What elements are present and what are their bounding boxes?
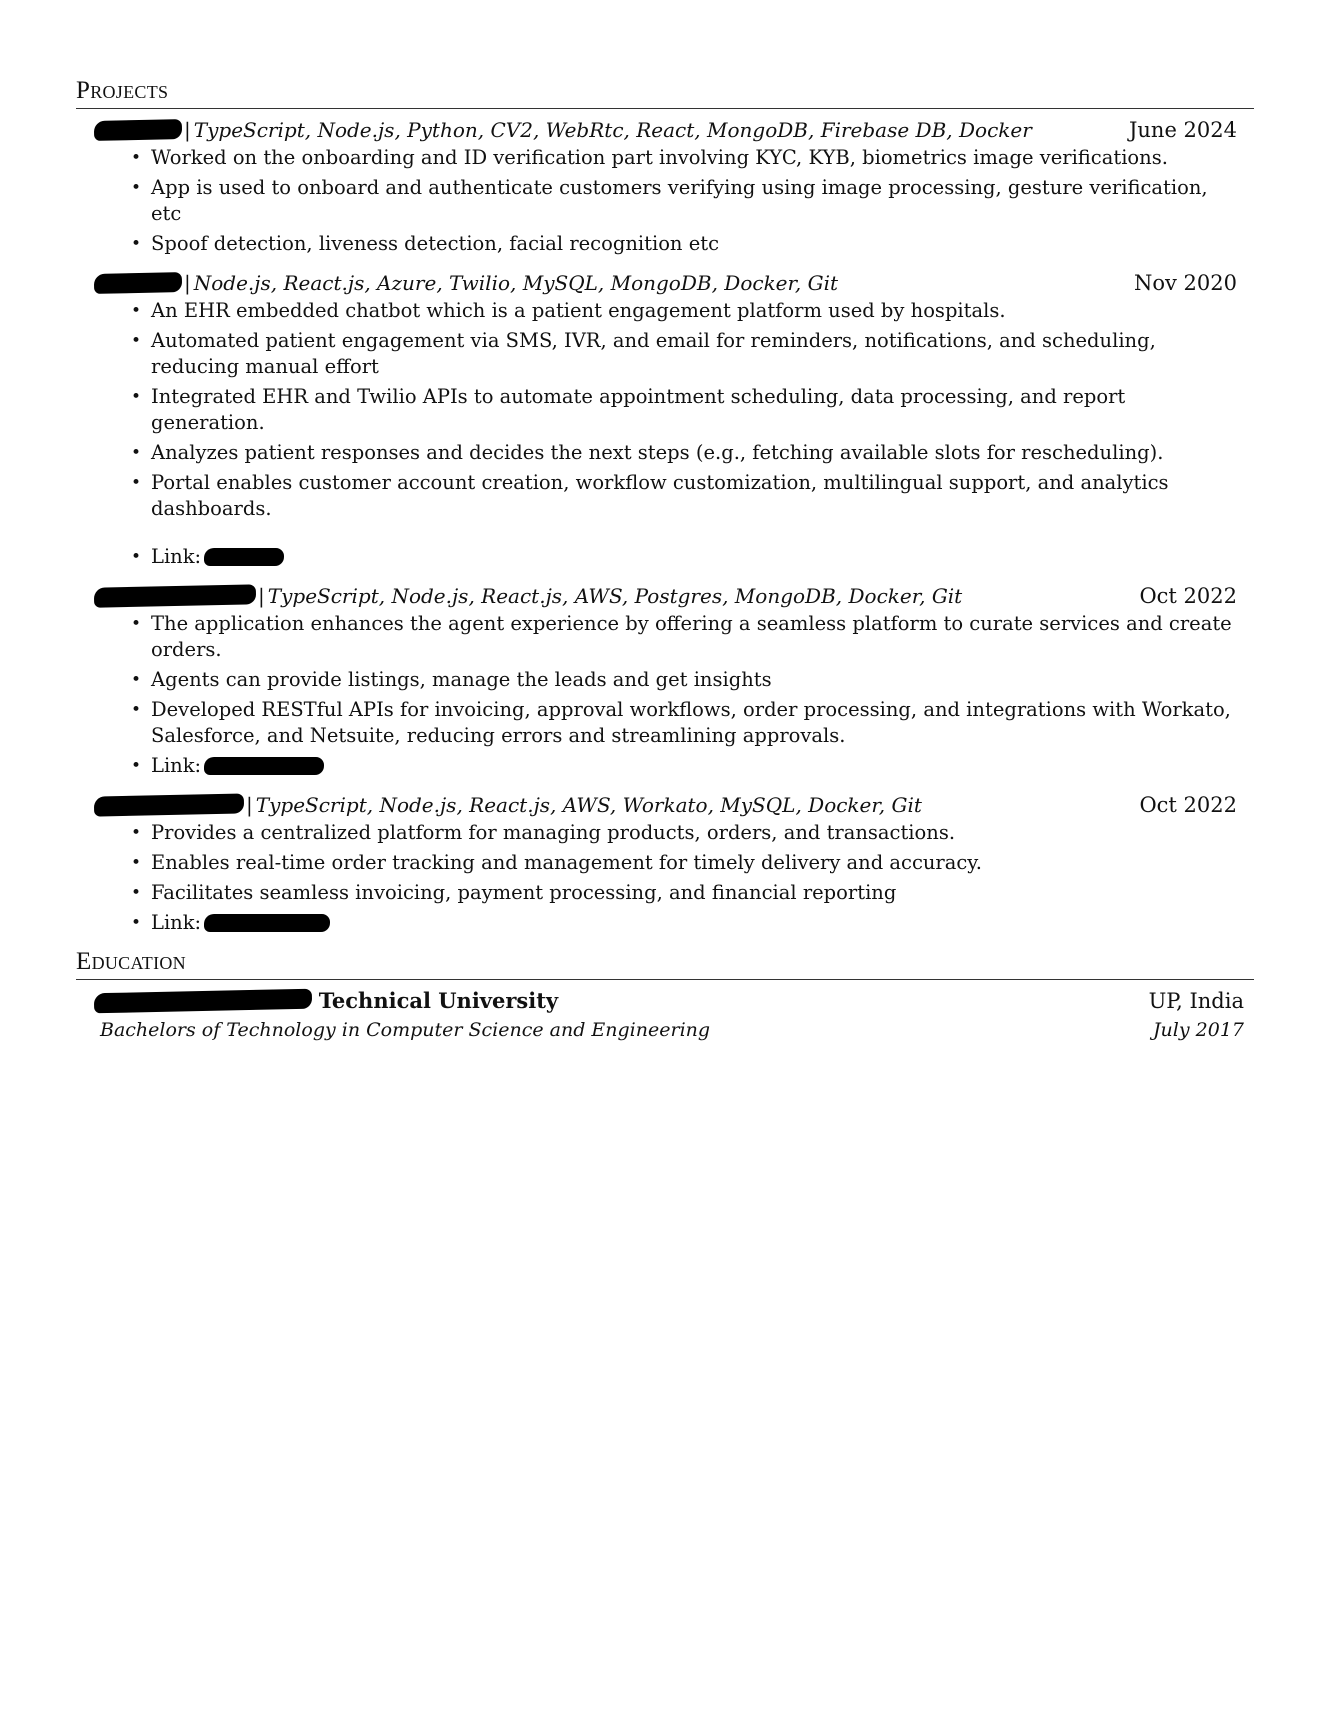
redacted-link[interactable] bbox=[204, 757, 324, 775]
education-entry bbox=[76, 986, 1254, 1016]
list-item: • Worked on the onboarding and ID verification part involving KYC, KYB, biometrics image verifications. bbox=[151, 145, 1254, 171]
list-item: • Integrated EHR and Twilio APIs to automate appointment scheduling, data processing, and report generation. bbox=[151, 384, 1254, 436]
project-header: | Node.js, React.js, Azure, Twilio, MySQL, MongoDB, Docker, Git Nov 2020 bbox=[76, 268, 1254, 298]
project-date: Oct 2022 bbox=[1139, 793, 1237, 817]
list-item: • An EHR embedded chatbot which is a patient engagement platform used by hospitals. bbox=[151, 298, 1254, 324]
project-bullets bbox=[76, 298, 1254, 570]
link-label: Link: bbox=[151, 754, 202, 777]
list-item: • Enables real-time order tracking and management for timely delivery and accuracy. bbox=[151, 850, 1254, 876]
list-item: • Analyzes patient responses and decides the next steps (e.g., fetching available slots for rescheduling). bbox=[151, 440, 1254, 466]
list-item: • Spoof detection, liveness detection, facial recognition etc bbox=[151, 231, 1254, 257]
list-item: • Provides a centralized platform for managing products, orders, and transactions. bbox=[151, 820, 1254, 846]
project-header: | TypeScript, Node.js, Python, CV2, WebRtc, React, MongoDB, Firebase DB, Docker June 2024 bbox=[76, 115, 1254, 145]
project-bullets bbox=[76, 145, 1254, 257]
project-entry bbox=[76, 115, 1254, 257]
projects-section-title: Projects bbox=[76, 76, 1254, 109]
link-label: Link: bbox=[151, 545, 202, 568]
redacted-link[interactable] bbox=[204, 914, 330, 932]
redacted-project-name bbox=[94, 584, 256, 607]
project-date: June 2024 bbox=[1128, 118, 1237, 142]
project-entry bbox=[76, 581, 1254, 779]
project-header: | TypeScript, Node.js, React.js, AWS, Postgres, MongoDB, Docker, Git Oct 2022 bbox=[76, 581, 1254, 611]
project-link-item bbox=[151, 544, 1254, 570]
project-link-item bbox=[151, 910, 1254, 936]
redacted-institution-name bbox=[94, 989, 312, 1014]
project-date: Oct 2022 bbox=[1139, 584, 1237, 608]
list-item: • Facilitates seamless invoicing, payment processing, and financial reporting bbox=[151, 880, 1254, 906]
list-item: • Portal enables customer account creation, workflow customization, multilingual support, and analytics dashboards. bbox=[151, 470, 1254, 522]
project-link-item bbox=[151, 753, 1254, 779]
project-entry bbox=[76, 790, 1254, 936]
link-label: Link: bbox=[151, 911, 202, 934]
list-item: • Automated patient engagement via SMS, IVR, and email for reminders, notifications, and scheduling, reducing manual effort bbox=[151, 328, 1254, 380]
project-tech-stack: TypeScript, Node.js, Python, CV2, WebRtc, React, MongoDB, Firebase DB, Docker bbox=[193, 118, 1032, 142]
list-item: • Agents can provide listings, manage the leads and get insights bbox=[151, 667, 1254, 693]
list-item: • App is used to onboard and authenticate customers verifying using image processing, gesture verification, etc bbox=[151, 175, 1254, 227]
project-bullets bbox=[76, 820, 1254, 936]
list-item: • The application enhances the agent experience by offering a seamless platform to curate services and create orders. bbox=[151, 611, 1254, 663]
project-tech-stack: TypeScript, Node.js, React.js, AWS, Postgres, MongoDB, Docker, Git bbox=[267, 584, 963, 608]
redacted-project-name bbox=[94, 793, 244, 816]
education-section-title: Education bbox=[76, 947, 1254, 980]
project-header: | TypeScript, Node.js, React.js, AWS, Workato, MySQL, Docker, Git Oct 2022 bbox=[76, 790, 1254, 820]
project-date: Nov 2020 bbox=[1133, 271, 1237, 295]
project-tech-stack: TypeScript, Node.js, React.js, AWS, Workato, MySQL, Docker, Git bbox=[255, 793, 922, 817]
redacted-project-name bbox=[94, 272, 182, 294]
institution-name: Technical University bbox=[318, 988, 559, 1013]
redacted-project-name bbox=[94, 119, 182, 141]
education-location: UP, India bbox=[1148, 989, 1244, 1013]
degree-name: Bachelors of Technology in Computer Science and Engineering bbox=[100, 1019, 711, 1041]
project-tech-stack: Node.js, React.js, Azure, Twilio, MySQL, MongoDB, Docker, Git bbox=[193, 271, 839, 295]
project-entry bbox=[76, 268, 1254, 570]
education-degree-row bbox=[76, 1016, 1254, 1044]
education-date: July 2017 bbox=[1152, 1019, 1244, 1041]
list-item: • Developed RESTful APIs for invoicing, approval workflows, order processing, and integrations with Workato, Salesforce, and Netsuite, reducing errors and streamlining approvals. bbox=[151, 697, 1254, 749]
project-bullets bbox=[76, 611, 1254, 779]
redacted-link[interactable] bbox=[204, 548, 284, 566]
resume-page bbox=[76, 76, 1254, 1044]
